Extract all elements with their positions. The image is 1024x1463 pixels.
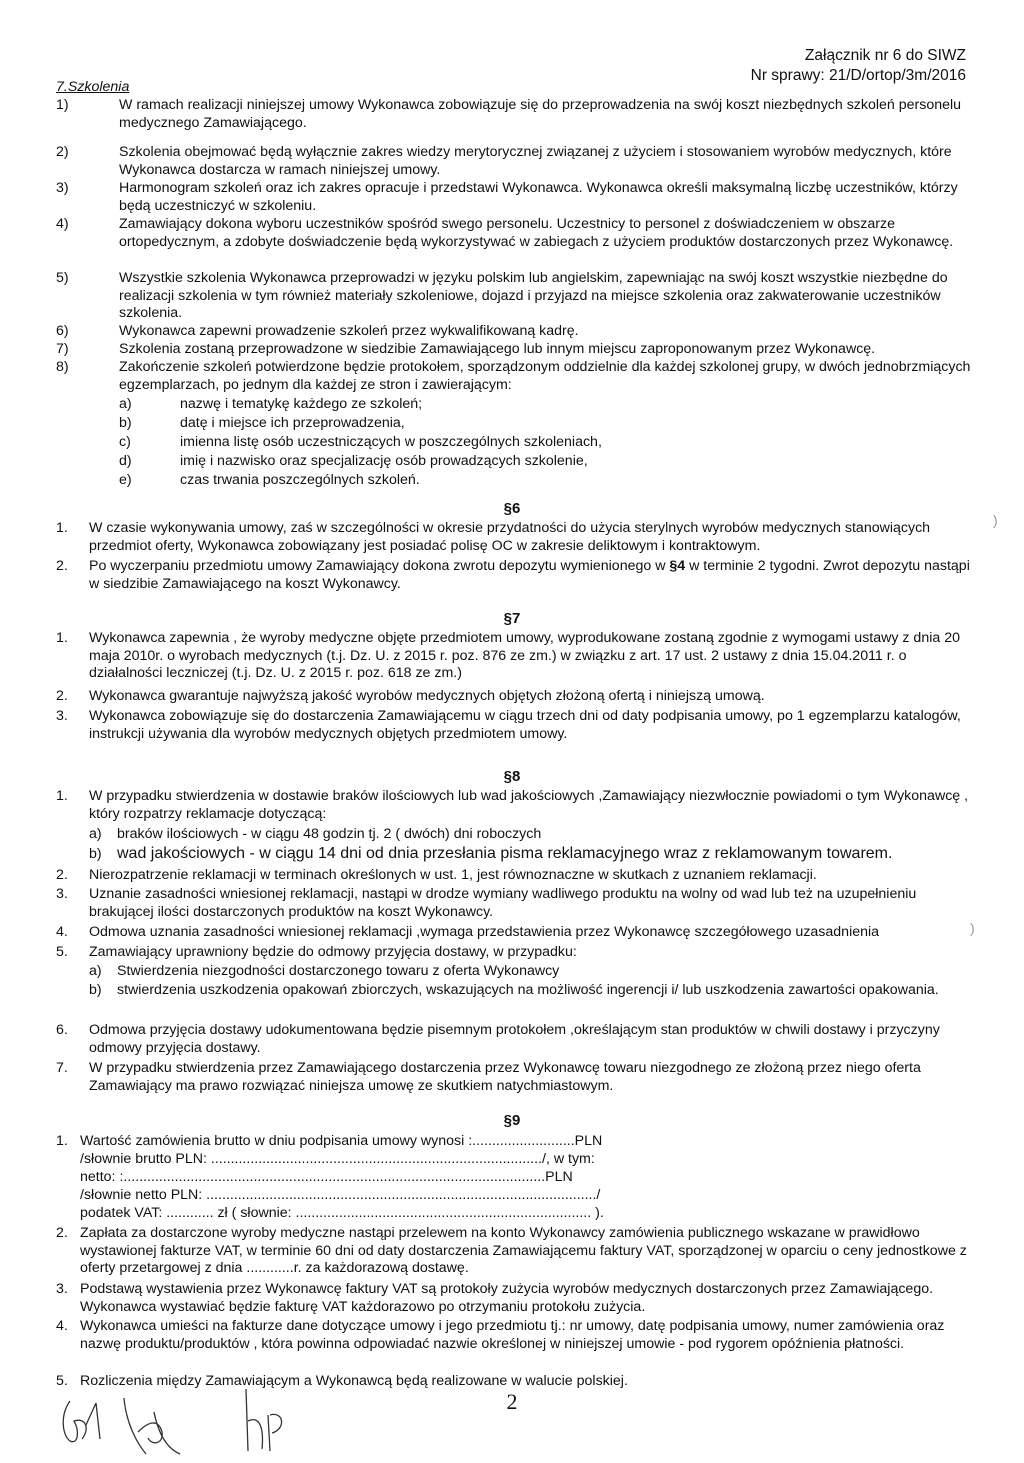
list-item: Zamawiający uprawniony będzie do odmowy przyjęcia dostawy, w przypadku: bbox=[89, 944, 577, 960]
list-number: 2. bbox=[56, 558, 68, 574]
sub-letter: a) bbox=[89, 826, 102, 842]
list-item: Odmowa przyjęcia dostawy udokumentowana będzie pisemnym protokołem ,określającym stan produktów w chwili dostawy i przyczyny odmowy przyjęcia dostawy. bbox=[89, 1022, 940, 1056]
signature-initials-2 bbox=[118, 1392, 188, 1462]
sub-letter: e) bbox=[119, 472, 132, 488]
list-item: W czasie wykonywania umowy, zaś w szczególności w okresie przydatności do użycia sterylnych wyrobów medycznych stanowiących przedmiot oferty, Wykonawca zobowiązany jest posiadać polisę OC w zakresie deliktowym i kontraktowym. bbox=[89, 520, 931, 554]
list-item: Wszystkie szkolenia Wykonawca przeprowadzi w języku polskim lub angielskim, zapewniając na swój koszt wszystkie niezbędne do realizacji szkolenia w tym również materiały szkoleniowe, dojazd i przyjazd na miejsce szkolenia oraz zakwaterowanie uczestników szkolenia. bbox=[119, 270, 948, 321]
list-number: 7. bbox=[56, 1060, 68, 1076]
list-item: Harmonogram szkoleń oraz ich zakres opracuje i przedstawi Wykonawca. Wykonawca określi maksymalną liczbę uczestników, którzy będą uczestniczyć w szkoleniu. bbox=[119, 180, 958, 214]
list-number: 3. bbox=[56, 708, 68, 724]
amount-net: netto: :...........................................................................................................PLN bbox=[80, 1169, 573, 1185]
amount-gross-words: /słownie brutto PLN: ..................................................................................../, w tym: bbox=[80, 1151, 595, 1167]
list-item: Wykonawca gwarantuje najwyższą jakość wyrobów medycznych objętych złożoną ofertą i niniejszą umową. bbox=[89, 688, 765, 704]
list-number: 4) bbox=[56, 216, 69, 232]
list-item: W przypadku stwierdzenia w dostawie braków ilościowych lub wad jakościowych ,Zamawiający niezwłocznie powiadomi o tym Wykonawcę , który rozpatrzy reklamacje dotyczącą: bbox=[89, 788, 969, 822]
list-item: Zapłata za dostarczone wyroby medyczne nastąpi przelewem na konto Wykonawcy zamówienia publicznego wskazane w prawidłowo wystawionej fakturze VAT, w terminie 60 dni od daty dostarczenia Zamawiającemu faktury VAT, sporządzonej w oparciu o ceny jednostkowe z oferty przetargowej z dnia ............r. za każdorazową dostawę. bbox=[80, 1225, 967, 1276]
list-number: 4. bbox=[56, 1318, 68, 1334]
list-item: Odmowa uznania zasadności wniesionej reklamacji ,wymaga przedstawienia przez Wykonawcę szczegółowego uzasadnienia bbox=[89, 924, 880, 940]
sub-letter: b) bbox=[119, 415, 132, 431]
list-number: 5) bbox=[56, 270, 69, 286]
sub-item: czas trwania poszczególnych szkoleń. bbox=[180, 472, 420, 488]
section-heading-7: §7 bbox=[503, 610, 521, 627]
list-number: 6) bbox=[56, 323, 69, 339]
list-item: Nierozpatrzenie reklamacji w terminach określonych w ust. 1, jest równoznaczne w skutkach z uznaniem reklamacji. bbox=[89, 867, 817, 883]
sub-item: nazwę i tematykę każdego ze szkoleń; bbox=[180, 396, 423, 412]
list-number: 7) bbox=[56, 341, 69, 357]
list-item: Podstawą wystawienia przez Wykonawcę faktury VAT są protokoły zużycia wyrobów medycznych dostarczonych przez Zamawiającego. Wykonawca wystawiać będzie fakturę VAT każdorazowo po otrzymaniu protokołu zużycia. bbox=[80, 1281, 934, 1315]
sub-letter: b) bbox=[89, 982, 102, 998]
list-number: 6. bbox=[56, 1022, 68, 1038]
sub-item: wad jakościowych - w ciągu 14 dni od dnia przesłania pisma reklamacyjnego wraz z reklamowanym towarem. bbox=[117, 845, 893, 862]
list-item: Wykonawca zobowiązuje się do dostarczenia Zamawiającemu w ciągu trzech dni od daty podpisania umowy, po 1 egzemplarzu katalogów, instrukcji używania dla wyrobów medycznych objętych przedmiotem umowy. bbox=[89, 708, 961, 742]
list-number: 3. bbox=[56, 1281, 68, 1297]
list-item: Szkolenia obejmować będą wyłącznie zakres wiedzy merytorycznej związanej z użyciem i stosowaniem wyrobów medycznych, które Wykonawca dostarcza w ramach niniejszej umowy. bbox=[119, 144, 952, 178]
sub-letter: c) bbox=[119, 434, 131, 450]
list-item: Wykonawca umieści na fakturze dane dotyczące umowy i jego przedmiotu tj.: nr umowy, datę podpisania umowy, numer zamówienia oraz nazwę produktu/produktów , która powinna odpowiadać nazwie określonej w niniejszej umowie - pod rygorem opóźnienia płatności. bbox=[80, 1318, 945, 1352]
sub-item: Stwierdzenia niezgodności dostarczonego towaru z oferta Wykonawcy bbox=[117, 963, 560, 979]
list-number: 3) bbox=[56, 180, 69, 196]
scan-mark: ) bbox=[970, 920, 975, 936]
scan-mark: ) bbox=[993, 512, 998, 528]
sub-letter: a) bbox=[119, 396, 132, 412]
list-item: Zamawiający dokona wyboru uczestników spośród swego personelu. Uczestnicy to personel z doświadczeniem w obszarze ortopedycznym, a zdobyte doświadczenie będą wykorzystywać w zabiegach z użyciem produktów dostarczonych przez Wykonawcę. bbox=[119, 216, 954, 250]
list-number: 5. bbox=[56, 1373, 68, 1389]
sub-letter: b) bbox=[89, 846, 102, 862]
list-number: 1. bbox=[56, 1133, 68, 1149]
sub-item: stwierdzenia uszkodzenia opakowań zbiorczych, wskazujących na możliwość ingerencji i/ lub uszkodzenia zawartości opakowania. bbox=[117, 982, 939, 998]
list-number: 3. bbox=[56, 886, 68, 902]
section-heading-8: §8 bbox=[503, 768, 521, 785]
list-item: W ramach realizacji niniejszej umowy Wykonawca zobowiązuje się do przeprowadzenia na swój koszt niezbędnych szkoleń personelu medycznego Zamawiającego. bbox=[119, 97, 962, 131]
list-item: Wykonawca zapewnia , że wyroby medyczne objęte przedmiotem umowy, wyprodukowane zostaną zgodnie z wymogami ustawy z dnia 20 maja 2010r. o wyrobach medycznych (t.j. Dz. U. z 2015 r. poz. 876 ze zm.) w związku z art. 17 ust. 2 ustawy z dnia 15.04.2011 r. o działalności leczniczej (t.j. Dz. U. z 2015 r. poz. 618 ze zm.) bbox=[89, 630, 960, 681]
amount-net-words: /słownie netto PLN: .................................................................................................../ bbox=[80, 1187, 601, 1203]
list-item: Po wyczerpaniu przedmiotu umowy Zamawiający dokona zwrotu depozytu wymienionego w §4 w terminie 2 tygodni. Zwrot depozytu nastąpi w siedzibie Zamawiającego na koszt Wykonawcy. bbox=[89, 558, 970, 592]
list-number: 2) bbox=[56, 144, 69, 160]
page-number: 2 bbox=[506, 1389, 518, 1414]
signature-initials-1 bbox=[56, 1395, 106, 1447]
sub-item: imię i nazwisko oraz specjalizację osób prowadzących szkolenie, bbox=[180, 453, 588, 469]
sub-item: braków ilościowych - w ciągu 48 godzin tj. 2 ( dwóch) dni roboczych bbox=[117, 826, 542, 842]
list-number: 2. bbox=[56, 1225, 68, 1241]
sub-letter: a) bbox=[89, 963, 102, 979]
sub-item: imienna listę osób uczestniczących w poszczególnych szkoleniach, bbox=[180, 434, 602, 450]
section-title-szkolenia: 7.Szkolenia bbox=[56, 79, 130, 95]
list-number: 1. bbox=[56, 788, 68, 804]
list-number: 2. bbox=[56, 867, 68, 883]
list-number: 2. bbox=[56, 688, 68, 704]
attachment-label: Załącznik nr 6 do SIWZ bbox=[804, 47, 966, 64]
list-number: 1. bbox=[56, 520, 68, 536]
signature-initials-3 bbox=[238, 1385, 294, 1455]
list-number: 4. bbox=[56, 924, 68, 940]
list-item: Rozliczenia między Zamawiającym a Wykonawcą będą realizowane w walucie polskiej. bbox=[80, 1373, 628, 1389]
sub-item: datę i miejsce ich przeprowadzenia, bbox=[180, 415, 405, 431]
section-heading-6: §6 bbox=[503, 500, 521, 517]
list-item: W przypadku stwierdzenia przez Zamawiającego dostarczenia przez Wykonawcę towaru niezgodnego ze złożoną przez niego oferta Zamawiający ma prawo rozwiązać niniejsza umowę ze skutkiem natychmiastowym. bbox=[89, 1060, 921, 1094]
list-item: Wykonawca zapewni prowadzenie szkoleń przez wykwalifikowaną kadrę. bbox=[119, 323, 579, 339]
list-number: 5. bbox=[56, 944, 68, 960]
list-item: Zakończenie szkoleń potwierdzone będzie protokołem, sporządzonym oddzielnie dla każdej szkolonej grupy, w dwóch jednobrzmiących egzemplarzach, po jednym dla każdej ze stron i zawierającym: bbox=[119, 359, 971, 393]
vat-amount: podatek VAT: ............ zł ( słownie: ........................................................................... ). bbox=[80, 1205, 604, 1221]
list-number: 1. bbox=[56, 630, 68, 646]
section-heading-9: §9 bbox=[503, 1112, 521, 1129]
list-item: Szkolenia zostaną przeprowadzone w siedzibie Zamawiającego lub innym miejscu zaproponowanym przez Wykonawcę. bbox=[119, 341, 876, 357]
amount-gross: Wartość zamówienia brutto w dniu podpisania umowy wynosi :..........................PLN bbox=[80, 1133, 603, 1149]
list-item: Uznanie zasadności wniesionej reklamacji, nastąpi w drodze wymiany wadliwego produktu na wolny od wad lub też na uzupełnieniu brakującej ilości dostarczonych produktów na koszt Wykonawcy. bbox=[89, 886, 917, 920]
document-header bbox=[751, 46, 966, 86]
case-number: Nr sprawy: 21/D/ortop/3m/2016 bbox=[750, 67, 966, 84]
sub-letter: d) bbox=[119, 453, 132, 469]
list-number: 8) bbox=[56, 359, 69, 375]
list-number: 1) bbox=[56, 97, 69, 113]
